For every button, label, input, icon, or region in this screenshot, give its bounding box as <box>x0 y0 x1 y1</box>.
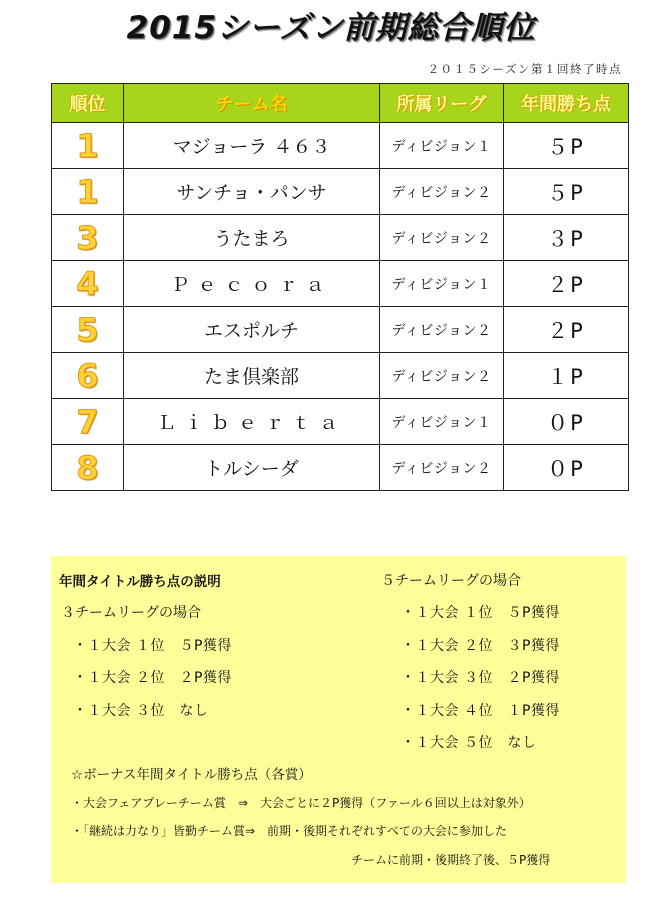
table-row <box>52 169 629 215</box>
three-team-item: ・１大会 ３位 なし <box>73 703 209 719</box>
rank-cell: 5 <box>52 307 124 353</box>
header-league: 所属リーグ <box>380 84 504 123</box>
five-team-item: ・１大会 ５位 なし <box>401 735 537 751</box>
three-team-item: ・１大会 ２位 ２P獲得 <box>73 670 232 686</box>
standings-table <box>51 83 629 491</box>
explanation-title: 年間タイトル勝ち点の説明 <box>59 574 221 590</box>
rank-cell: 6 <box>52 353 124 399</box>
bonus-item: チームに前期・後期終了後、５P獲得 <box>351 853 551 867</box>
table-row <box>52 123 629 169</box>
header-rank: 順位 <box>52 84 124 123</box>
league-cell: ディビジョン１ <box>380 123 504 169</box>
as-of-note: ２０１５シーズン第１回終了時点 <box>427 62 622 76</box>
points-cell: ０P <box>504 445 629 491</box>
points-explanation-box <box>51 556 626 883</box>
points-cell: ５P <box>504 123 629 169</box>
rank-cell: 1 <box>52 169 124 215</box>
league-cell: ディビジョン２ <box>380 169 504 215</box>
league-cell: ディビジョン１ <box>380 261 504 307</box>
team-cell: Ｌｉｂｅｒｔａ <box>124 399 380 445</box>
three-team-item: ・１大会 １位 ５P獲得 <box>73 638 232 654</box>
three-team-title: ３チームリーグの場合 <box>61 605 201 621</box>
team-cell: マジョーラ ４６３ <box>124 123 380 169</box>
five-team-item: ・１大会 ２位 ３P獲得 <box>401 638 560 654</box>
table-row <box>52 353 629 399</box>
points-cell: ５P <box>504 169 629 215</box>
header-points: 年間勝ち点 <box>504 84 629 123</box>
table-row <box>52 215 629 261</box>
league-cell: ディビジョン１ <box>380 399 504 445</box>
bonus-title: ☆ボーナス年間タイトル勝ち点（各賞） <box>71 767 312 783</box>
table-header-row <box>52 84 629 123</box>
points-cell: ２P <box>504 307 629 353</box>
five-team-item: ・１大会 ３位 ２P獲得 <box>401 670 560 686</box>
five-team-item: ・１大会 １位 ５P獲得 <box>401 605 560 621</box>
points-cell: １P <box>504 353 629 399</box>
rank-cell: 8 <box>52 445 124 491</box>
table-row <box>52 307 629 353</box>
rank-cell: 1 <box>52 123 124 169</box>
page-title: 2015シーズン前期総合順位 <box>126 10 536 46</box>
league-cell: ディビジョン２ <box>380 353 504 399</box>
bonus-item: ・「継続は力なり」皆勤チーム賞⇒ 前期・後期それぞれすべての大会に参加した <box>71 824 507 838</box>
table-row <box>52 445 629 491</box>
team-cell: Ｐｅｃｏｒａ <box>124 261 380 307</box>
team-cell: うたまろ <box>124 215 380 261</box>
team-cell: エスポルチ <box>124 307 380 353</box>
rank-cell: 7 <box>52 399 124 445</box>
league-cell: ディビジョン２ <box>380 445 504 491</box>
rank-cell: 3 <box>52 215 124 261</box>
five-team-title: ５チームリーグの場合 <box>381 573 521 589</box>
team-cell: サンチョ・パンサ <box>124 169 380 215</box>
team-cell: たま倶楽部 <box>124 353 380 399</box>
points-cell: ３P <box>504 215 629 261</box>
five-team-item: ・１大会 ４位 １P獲得 <box>401 703 560 719</box>
points-cell: ２P <box>504 261 629 307</box>
bonus-item: ・大会フェアプレーチーム賞 ⇒ 大会ごとに２P獲得（ファール６回以上は対象外） <box>71 796 531 810</box>
team-cell: トルシーダ <box>124 445 380 491</box>
header-team: チーム名 <box>124 84 380 123</box>
league-cell: ディビジョン２ <box>380 307 504 353</box>
table-row <box>52 261 629 307</box>
league-cell: ディビジョン２ <box>380 215 504 261</box>
table-row <box>52 399 629 445</box>
rank-cell: 4 <box>52 261 124 307</box>
points-cell: ０P <box>504 399 629 445</box>
